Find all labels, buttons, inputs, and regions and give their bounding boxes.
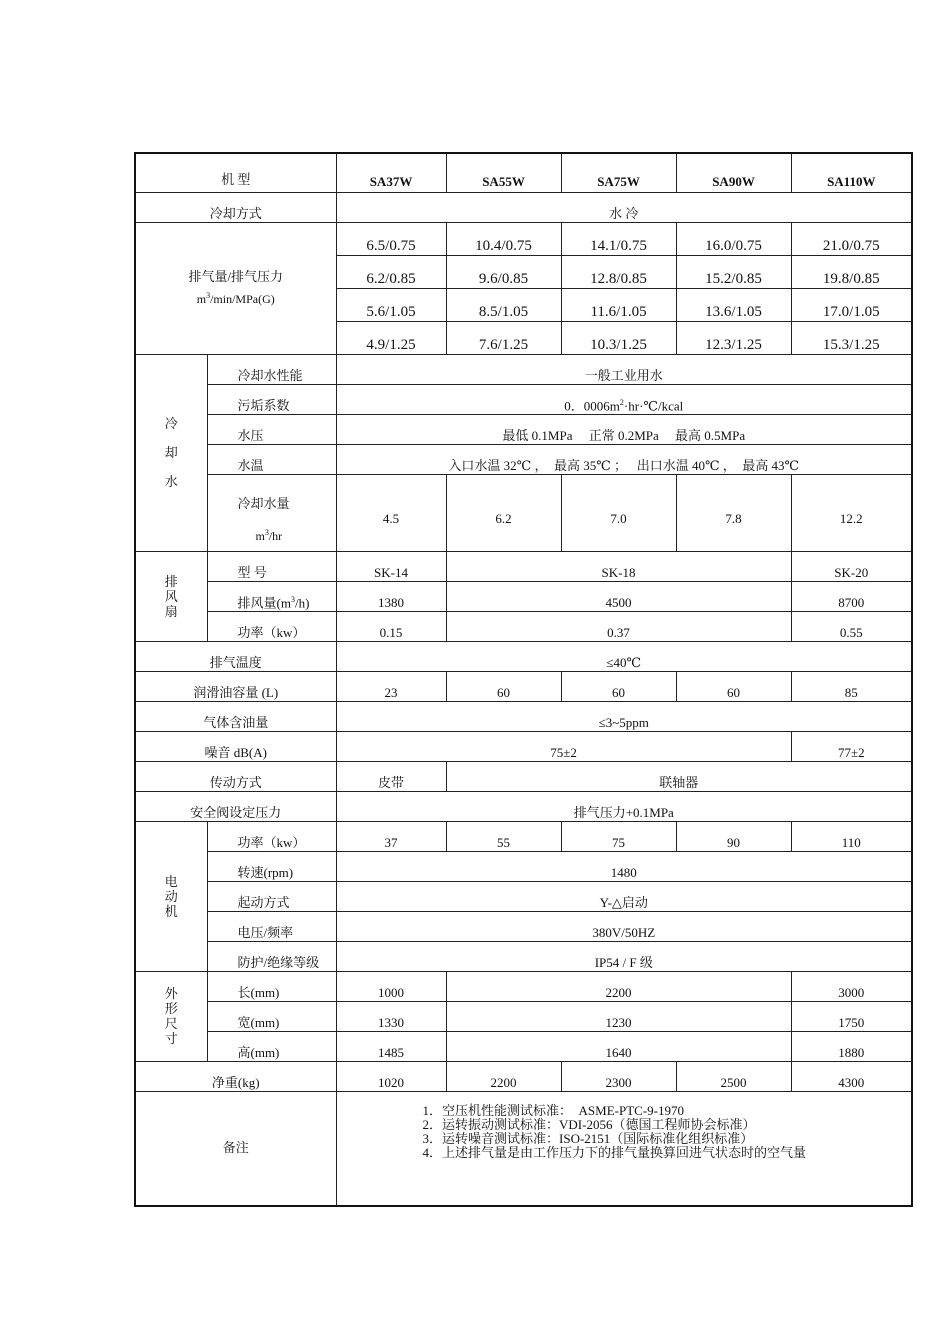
cooling-water-performance-label: 冷却水性能	[207, 354, 336, 384]
drive-value: 联轴器	[446, 761, 912, 791]
flow-value: 12.8/0.85	[561, 255, 676, 288]
water-pressure-value: 最低 0.1MPa 正常 0.2MPa 最高 0.5MPa	[336, 414, 912, 444]
water-volume-value: 4.5	[336, 474, 446, 551]
motor-speed-label: 转速(rpm)	[207, 851, 336, 881]
fan-model-value: SK-18	[446, 551, 791, 581]
dim-height-value: 1640	[446, 1031, 791, 1061]
motor-group-label: 电动机	[135, 821, 207, 971]
oil-capacity-row	[135, 671, 912, 701]
water-volume-value: 12.2	[791, 474, 912, 551]
oil-content-label: 气体含油量	[135, 701, 336, 731]
water-temp-label: 水温	[207, 444, 336, 474]
noise-value: 77±2	[791, 731, 912, 761]
oil-capacity-value: 60	[561, 671, 676, 701]
noise-value: 75±2	[336, 731, 791, 761]
fan-airflow-value: 1380	[336, 581, 446, 611]
motor-power-label: 功率（kw）	[207, 821, 336, 851]
motor-power-value: 37	[336, 821, 446, 851]
dim-height-row	[135, 1031, 912, 1061]
motor-protection-label: 防护/绝缘等级	[207, 941, 336, 971]
noise-row	[135, 731, 912, 761]
motor-power-row	[135, 821, 912, 851]
remarks-label: 备注	[135, 1091, 336, 1206]
fan-airflow-value: 8700	[791, 581, 912, 611]
water-volume-label: 冷却水量 $m^3/hr$	[207, 474, 336, 551]
fan-model-value: SK-14	[336, 551, 446, 581]
flow-label-line2: $m^3/\min/MPa(G)$	[196, 291, 275, 307]
water-temp-value: 入口水温 32℃ ， 最高 35℃ ； 出口水温 40℃ ， 最高 43℃	[336, 444, 912, 474]
safety-valve-value: 排气压力+0.1MPa	[336, 791, 912, 821]
fan-power-row	[135, 611, 912, 641]
exhaust-temp-row	[135, 641, 912, 671]
model-sa90w: SA90W	[676, 153, 791, 192]
flow-value: 11.6/1.05	[561, 288, 676, 321]
motor-start-label: 起动方式	[207, 881, 336, 911]
flow-value: 17.0/1.05	[791, 288, 912, 321]
fan-airflow-row	[135, 581, 912, 611]
dim-length-row	[135, 971, 912, 1001]
net-weight-value: 1020	[336, 1061, 446, 1091]
spec-table	[134, 152, 913, 1207]
flow-value: 9.6/0.85	[446, 255, 561, 288]
oil-content-value: ≤3~5ppm	[336, 701, 912, 731]
motor-power-value: 110	[791, 821, 912, 851]
dim-width-label: 宽(mm)	[207, 1001, 336, 1031]
motor-power-value: 90	[676, 821, 791, 851]
dim-width-value: 1230	[446, 1001, 791, 1031]
flow-value: 4.9/1.25	[336, 321, 446, 354]
remarks-row	[135, 1091, 912, 1206]
cooling-method-row	[135, 192, 912, 222]
cooling-water-performance-row	[135, 354, 912, 384]
remark-item: 2．运转振动测试标准：VDI-2056（德国工程师协会标准）	[422, 1116, 756, 1132]
net-weight-value: 2200	[446, 1061, 561, 1091]
cooling-method-value: 水 冷	[336, 192, 912, 222]
model-sa110w: SA110W	[791, 153, 912, 192]
remark-item: 4．上述排气量是由工作压力下的排气量换算回进气状态时的空气量	[422, 1145, 807, 1161]
fan-group-label: 排风扇	[135, 551, 207, 641]
header-row	[135, 153, 912, 192]
dim-length-value: 1000	[336, 971, 446, 1001]
flow-value: 6.2/0.85	[336, 255, 446, 288]
motor-power-value: 75	[561, 821, 676, 851]
remark-item: 3．运转噪音测试标准：ISO-2151（国际标准化组织标准）	[422, 1131, 754, 1147]
flow-value: 19.8/0.85	[791, 255, 912, 288]
fan-model-value: SK-20	[791, 551, 912, 581]
fouling-value: 0．$0006m^2\cdot hr\cdot℃$/kcal	[336, 384, 912, 414]
fan-power-value: 0.55	[791, 611, 912, 641]
flow-value: 15.3/1.25	[791, 321, 912, 354]
flow-value: 8.5/1.05	[446, 288, 561, 321]
exhaust-temp-value: ≤40℃	[336, 641, 912, 671]
fan-power-label: 功率（kw）	[207, 611, 336, 641]
safety-valve-label: 安全阀设定压力	[135, 791, 336, 821]
water-volume-row	[135, 474, 912, 551]
fan-model-row	[135, 551, 912, 581]
cooling-method-label: 冷却方式	[135, 192, 336, 222]
water-volume-value: 7.8	[676, 474, 791, 551]
model-sa37w: SA37W	[336, 153, 446, 192]
flow-label-line1: 排气量/排气压力	[188, 268, 284, 284]
dim-width-value: 1750	[791, 1001, 912, 1031]
oil-content-row	[135, 701, 912, 731]
flow-label	[135, 222, 336, 354]
model-sa75w: SA75W	[561, 153, 676, 192]
flow-value: 21.0/0.75	[791, 222, 912, 255]
motor-start-value: Y-△启动	[336, 881, 912, 911]
motor-voltage-row	[135, 911, 912, 941]
flow-value: 16.0/0.75	[676, 222, 791, 255]
dim-length-value: 3000	[791, 971, 912, 1001]
water-temp-row	[135, 444, 912, 474]
drive-row	[135, 761, 912, 791]
water-pressure-label: 水压	[207, 414, 336, 444]
fouling-label: 污垢系数	[207, 384, 336, 414]
flow-value: 6.5/0.75	[336, 222, 446, 255]
noise-label: 噪音 dB(A)	[135, 731, 336, 761]
motor-voltage-label: 电压/频率	[207, 911, 336, 941]
oil-capacity-value: 23	[336, 671, 446, 701]
motor-power-value: 55	[446, 821, 561, 851]
cooling-water-performance-value: 一般工业用水	[336, 354, 912, 384]
flow-value: 15.2/0.85	[676, 255, 791, 288]
motor-voltage-value: 380V/50HZ	[336, 911, 912, 941]
water-volume-value: 6.2	[446, 474, 561, 551]
flow-value: 14.1/0.75	[561, 222, 676, 255]
water-pressure-row	[135, 414, 912, 444]
model-sa55w: SA55W	[446, 153, 561, 192]
flow-value: 7.6/1.25	[446, 321, 561, 354]
model-header-label: 机 型	[135, 153, 336, 192]
dim-length-value: 2200	[446, 971, 791, 1001]
flow-value: 12.3/1.25	[676, 321, 791, 354]
flow-value: 10.4/0.75	[446, 222, 561, 255]
fan-power-value: 0.15	[336, 611, 446, 641]
drive-label: 传动方式	[135, 761, 336, 791]
oil-capacity-label: 润滑油容量 (L)	[135, 671, 336, 701]
oil-capacity-value: 85	[791, 671, 912, 701]
motor-protection-row	[135, 941, 912, 971]
dim-length-label: 长(mm)	[207, 971, 336, 1001]
cooling-water-group-label: 冷却水	[135, 354, 207, 551]
oil-capacity-value: 60	[676, 671, 791, 701]
fan-model-label: 型 号	[207, 551, 336, 581]
dimensions-group-label: 外形尺寸	[135, 971, 207, 1061]
dim-width-value: 1330	[336, 1001, 446, 1031]
flow-row-1	[135, 222, 912, 255]
water-volume-value: 7.0	[561, 474, 676, 551]
fouling-row	[135, 384, 912, 414]
net-weight-label: 净重(kg)	[135, 1061, 336, 1091]
dim-width-row	[135, 1001, 912, 1031]
dim-height-label: 高(mm)	[207, 1031, 336, 1061]
net-weight-value: 2300	[561, 1061, 676, 1091]
motor-speed-row	[135, 851, 912, 881]
fan-airflow-value: 4500	[446, 581, 791, 611]
exhaust-temp-label: 排气温度	[135, 641, 336, 671]
flow-value: 10.3/1.25	[561, 321, 676, 354]
oil-capacity-value: 60	[446, 671, 561, 701]
remark-item: 1．空压机性能测试标准： ASME-PTC-9-1970	[422, 1102, 684, 1118]
safety-valve-row	[135, 791, 912, 821]
dim-height-value: 1485	[336, 1031, 446, 1061]
net-weight-value: 2500	[676, 1061, 791, 1091]
dim-height-value: 1880	[791, 1031, 912, 1061]
fan-airflow-label: 排风量$(m^3/h)$	[207, 581, 336, 611]
flow-value: 13.6/1.05	[676, 288, 791, 321]
motor-start-row	[135, 881, 912, 911]
motor-protection-value: IP54 / F 级	[336, 941, 912, 971]
remarks-list	[336, 1091, 912, 1206]
flow-value: 5.6/1.05	[336, 288, 446, 321]
net-weight-row	[135, 1061, 912, 1091]
net-weight-value: 4300	[791, 1061, 912, 1091]
motor-speed-value: 1480	[336, 851, 912, 881]
drive-value: 皮带	[336, 761, 446, 791]
fan-power-value: 0.37	[446, 611, 791, 641]
